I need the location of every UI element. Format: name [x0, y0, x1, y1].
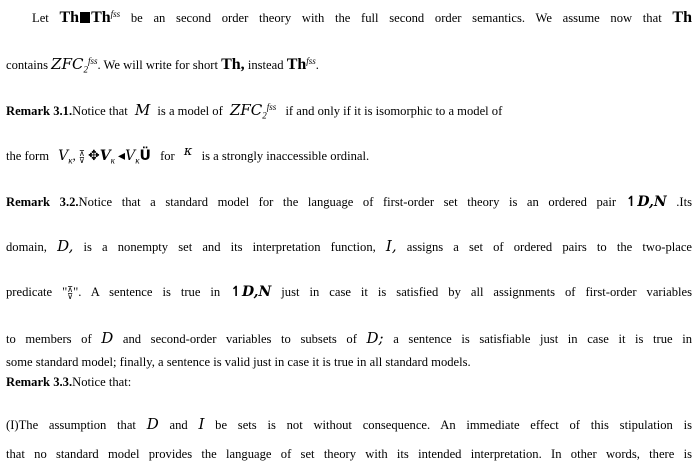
theory-symbol-full: Th [286, 56, 307, 73]
text-nonempty: is a nonempty set and its interpretation function, [83, 240, 376, 254]
fss-superscript-2: fss [306, 55, 316, 66]
triangle-v-icon: ✥ [87, 148, 100, 164]
text-intended: that no standard model provides the language of set theory with its intended interpretation. In other words, there is [6, 447, 692, 461]
text-assumption: (I)The assumption that [6, 418, 136, 432]
ordered-pair-glyph-2: ↿D,N [230, 284, 272, 300]
remark-3-2 [6, 194, 692, 210]
text-instead: instead [247, 58, 284, 72]
i-symbol: I, [385, 237, 397, 255]
zfc-subscript-2: 2 [262, 110, 267, 121]
text-its: .Its [676, 195, 693, 209]
i-symbol-2: I [198, 415, 205, 433]
equals-glyph-icon [80, 12, 90, 23]
text-consequence: be sets is not without consequence. An immediate effect of this stipulation is [215, 418, 693, 432]
text-subsets: and second-order variables to subsets of [122, 332, 357, 346]
paragraph-line-11 [6, 416, 692, 433]
kappa-subscript: κ [68, 155, 73, 166]
left-angle-icon: ◂ [118, 148, 126, 164]
theory-symbol-end: Th [672, 9, 692, 26]
zfc-symbol-2: ZFC [229, 101, 263, 119]
text-theory-description: be an second order theory with the full second order semantics. We assume now that [130, 11, 662, 25]
pair-text-2: D,N [241, 284, 272, 300]
pair-text: D,N [637, 194, 667, 210]
paragraph-line-6 [6, 238, 692, 255]
zfc-superscript-2: fss [266, 101, 277, 112]
remark-3-3 [6, 374, 692, 390]
paragraph-line-9 [6, 354, 692, 370]
fss-superscript: fss [110, 8, 121, 19]
paragraph-line-7 [6, 284, 692, 300]
text-and: and [169, 418, 188, 432]
kappa-symbol: κ [183, 143, 193, 159]
text-period: . [315, 58, 319, 72]
d-symbol: D, [57, 237, 74, 255]
text-satisfiable: a sentence is satisfiable just in case it is true in [393, 332, 693, 346]
theory-symbol: Th [59, 9, 80, 26]
membership-glyph-icon-2: ⊼ ⊽ [67, 285, 74, 302]
kappa-subscript-2: κ [110, 155, 115, 166]
d-symbol-4: D [146, 415, 159, 433]
text-domain: domain, [6, 240, 47, 254]
text-for: for [160, 149, 175, 163]
remark-3-1 [6, 102, 692, 119]
text-notice-that: Notice that: [72, 375, 132, 389]
model-symbol: M [134, 101, 151, 119]
paragraph-line-4: the form $V_\kappa$, ⊼ ⊽ $✥V_\kappa$ $◂V_\kappa Ü$ for $^\kappa$ is a strongly inaccessible ordinal. [6, 143, 370, 166]
kappa-subscript-3: κ [135, 155, 140, 166]
zfc-symbol: ZFC [51, 55, 84, 73]
text-notice: Notice that [72, 104, 128, 118]
text-standard-model: Notice that a standard model for the language of first-order set theory is an ordered pair [78, 195, 617, 209]
text-sentence-true: ". A sentence is true in [73, 285, 221, 299]
ordered-pair-glyph: ↿D,N [625, 194, 667, 210]
remark-label-3: Remark 3.3. [6, 375, 73, 389]
bold-u-icon: Ü [139, 148, 151, 164]
remark-label-2: Remark 3.2. [6, 195, 79, 209]
membership-glyph-icon: ⊼ ⊽ [78, 149, 85, 166]
theory-symbol-fss: Th [91, 9, 111, 26]
text-satisfied: just in case it is satisfied by all assignments of first-order variables [281, 285, 692, 299]
paragraph-line-8 [6, 330, 692, 347]
text-assigns: assigns a set of ordered pairs to the two-place [406, 240, 693, 254]
paragraph-line-2 [6, 56, 692, 73]
text-predicate: predicate " [6, 285, 68, 299]
d-symbol-3: D; [366, 329, 384, 347]
zfc-subscript: 2 [83, 64, 88, 75]
theory-symbol-short: Th, [221, 56, 245, 73]
text-contains: contains [6, 58, 48, 72]
v-symbol-2: V [99, 148, 111, 164]
text-valid: some standard model; finally, a sentence is valid just in case it is true in all standard models. [6, 355, 471, 369]
text-write-short: . We will write for short [97, 58, 218, 72]
zfc-superscript: fss [87, 55, 98, 66]
text-inaccessible: is a strongly inaccessible ordinal. [201, 149, 370, 163]
text-the-form: the form [6, 149, 50, 163]
paragraph-line-12 [6, 446, 692, 462]
d-symbol-2: D [101, 329, 114, 347]
text-model-of: is a model of [157, 104, 223, 118]
paragraph-line-1 [32, 10, 692, 26]
v-symbol: V [58, 148, 69, 164]
v-symbol-3: V [125, 148, 136, 164]
text-members: to members of [6, 332, 92, 346]
remark-label: Remark 3.1. [6, 104, 73, 118]
text-isomorphic: if and only if it is isomorphic to a model of [285, 104, 503, 118]
text-let: Let [32, 11, 49, 25]
